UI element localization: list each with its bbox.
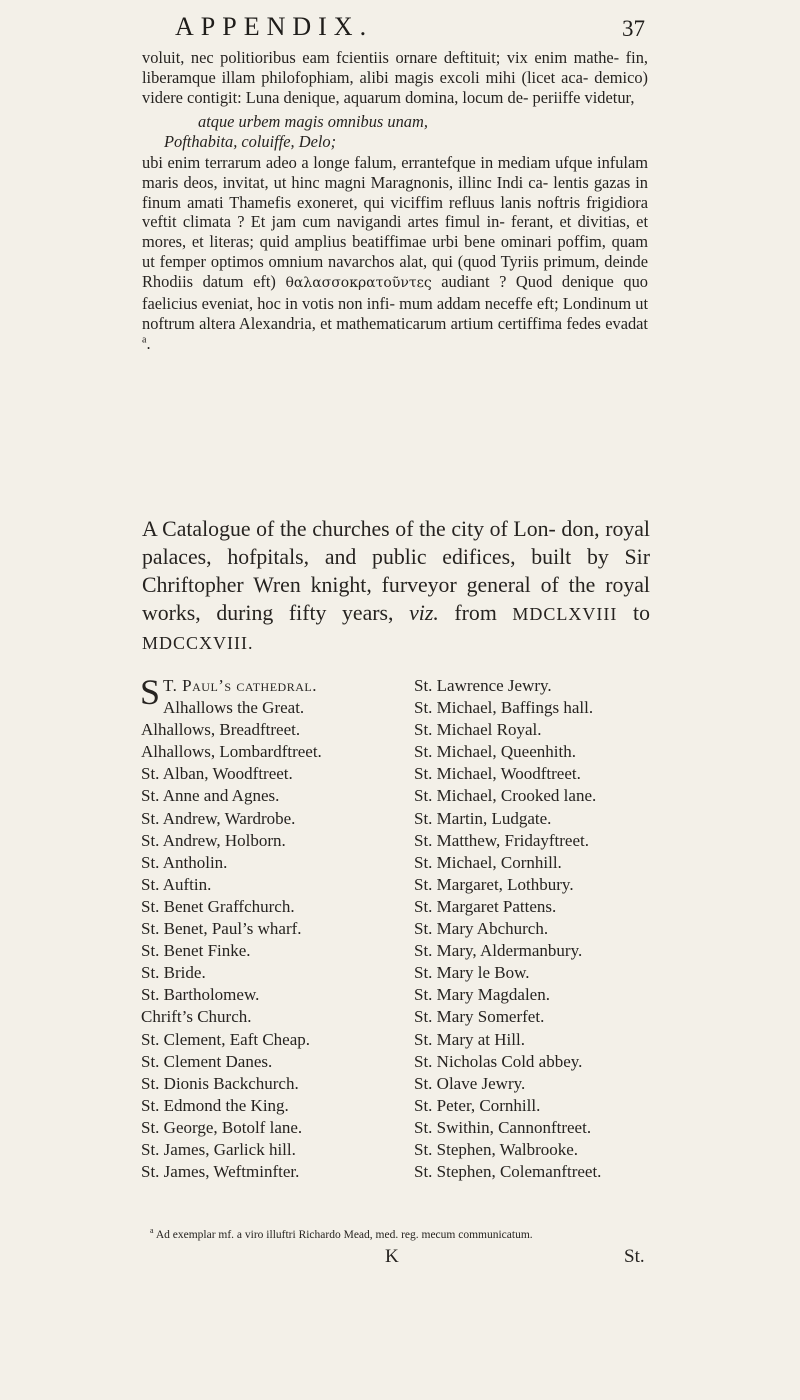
church-list-right-column [414,675,654,1183]
paragraph-1: voluit, nec politioribus eam fcientiis ornare deftituit; vix enim mathe- fin, liberamque illam philofophiam, alibi magis excoli mihi (licet aca- demico) videre contigit: Luna denique, aquarum domina, locum de- periiffe videtur, [142,48,648,107]
list-item: St. Michael, Baffings hall. [414,698,594,718]
catalogue-title-main: A Catalogue of the churches of the city of Lon- don, royal palaces, hofpitals, and public edifices, built by Sir Chriftopher Wren knight, furveyor general of the royal works, during fifty years, [142,517,650,625]
catalogue-to: to [633,601,650,625]
list-item: St. Edmond the King. [141,1095,289,1115]
verse-quotation [164,112,648,152]
list-item: St. Mary le Bow. [414,963,530,983]
list-item: St. Martin, Ludgate. [414,808,552,828]
list-item: St. Michael Royal. [414,720,542,740]
verse-line-1: atque urbem magis omnibus unam, [198,111,428,131]
list-item: St. Michael, Cornhill. [414,852,562,872]
church-list-left-column [140,672,391,1183]
paragraph-2-start: ubi enim terrarum adeo a longe falum, errantefque in mediam ufque infulam maris deos, invitat, ut hinc magni Maragnonis, illinc Indi ca- lentis gazas in finum amati Thamefis exoneret, qui viciffim refluus lanis noftris frigidiora veftit climata ? Et jam cum navigandi artes fimul in- ferant, et divitias, et mores, et literas; quid amplius beatiffimae urbi bene ominari poffim, quam ut femper optimos omnium navarchos alat, qui (quod Tyriis primum, deinde Rhodiis datum eft) [142,152,648,292]
list-item: St. Mary, Aldermanbury. [414,941,583,961]
list-item: St. James, Garlick hill. [141,1139,296,1159]
list-item: St. Mary at Hill. [414,1029,525,1049]
list-item: St. Swithin, Cannonftreet. [414,1117,592,1137]
list-item: St. Mary Abchurch. [414,919,549,939]
signature-mark: K [385,1246,399,1267]
footnote-mark: a [150,1226,154,1236]
list-item: St. James, Weftminfter. [141,1162,300,1182]
catchword: St. [624,1246,645,1267]
latin-body-text [142,48,648,354]
greek-word: θαλασσοκρατοῦντες [285,275,432,292]
first-entry: T. Paul’s cathedral. [163,676,317,695]
list-item: St. Peter, Cornhill. [414,1095,541,1115]
list-item: Alhallows, Breadftreet. [141,720,301,740]
paragraph-2: ubi enim terrarum adeo a longe falum, errantefque in mediam ufque infulam maris deos, invitat, ut hinc magni Maragnonis, illinc Indi ca- lentis gazas in finum amati Thamefis exoneret, qui viciffim refluus lanis noftris frigidiora veftit climata ? Et jam cum navigandi artes fimul in- ferant, et divitias, et mores, et literas; quid amplius beatiffimae urbi bene ominari poffim, quam ut femper optimos omnium navarchos alat, qui (quod Tyriis primum, deinde Rhodiis datum eft) θαλασσοκρατοῦντες audiant ? Quod denique quo faelicius eveniat, hoc in votis non infi- mum addam neceffe eft; Londinum ut noftrum altera Alexandria, et mathematicarum artium certiffima fedes evadat $^a$. [142,152,648,353]
list-item: St. Margaret, Lothbury. [414,874,574,894]
list-item: St. Auftin. [141,874,212,894]
catalogue-viz: viz. [409,601,439,625]
drop-cap: S [140,672,161,712]
list-item: St. Bride. [141,963,206,983]
list-item: St. Benet Graffchurch. [141,896,295,916]
catalogue-from: from [454,601,497,625]
verse-line-2: Pofthabita, coluiffe, Delo; [164,131,337,151]
list-item: St. Andrew, Holborn. [141,830,286,850]
list-item: St. Matthew, Fridayftreet. [414,830,589,850]
footnote [150,1228,670,1242]
right-items [414,675,654,1183]
list-item: St. Alban, Woodftreet. [141,764,293,784]
list-item: Alhallows, Lombardftreet. [141,742,322,762]
list-item: St. Anne and Agnes. [141,786,280,806]
list-item: St. Bartholomew. [141,985,260,1005]
list-item: St. Michael, Crooked lane. [414,786,597,806]
footnote-reference: a [142,334,147,346]
list-item: St. Mary Somerfet. [414,1007,545,1027]
list-item: Alhallows the Great. [163,698,305,718]
running-head: APPENDIX. [175,12,374,41]
list-item: St. George, Botolf lane. [141,1117,303,1137]
list-item: St. Dionis Backchurch. [141,1073,299,1093]
catalogue-year-start: MDCLXVIII [512,604,618,624]
list-item: St. Nicholas Cold abbey. [414,1051,583,1071]
page-number: 37 [622,16,645,41]
catalogue-year-end: MDCCXVIII. [142,633,254,653]
list-item: St. Michael, Queenhith. [414,742,576,762]
list-item: St. Mary Magdalen. [414,985,550,1005]
left-items [141,697,391,1183]
list-item: St. Lawrence Jewry. [414,676,552,695]
list-item: St. Andrew, Wardrobe. [141,808,296,828]
list-item: St. Benet Finke. [141,941,251,961]
catalogue-heading [142,515,650,657]
list-item: St. Clement Danes. [141,1051,273,1071]
list-item: Chrift’s Church. [141,1007,252,1027]
list-item: St. Michael, Woodftreet. [414,764,581,784]
list-item: St. Stephen, Walbrooke. [414,1139,579,1159]
list-item: St. Stephen, Colemanftreet. [414,1162,602,1182]
list-item: St. Antholin. [141,852,228,872]
list-item: St. Clement, Eaft Cheap. [141,1029,311,1049]
footnote-text: Ad exemplar mf. a viro illuftri Richardo Mead, med. reg. mecum communicatum. [155,1229,533,1241]
list-item: St. Olave Jewry. [414,1073,526,1093]
page-header [175,12,645,42]
list-item: St. Benet, Paul’s wharf. [141,919,302,939]
list-item: St. Margaret Pattens. [414,896,557,916]
paragraph-2-end: audiant ? Quod denique quo faelicius eveniat, hoc in votis non infi- mum addam neceffe eft; Londinum ut noftrum altera Alexandria, et mathematicarum artium certiffima fedes evadat [142,272,648,333]
